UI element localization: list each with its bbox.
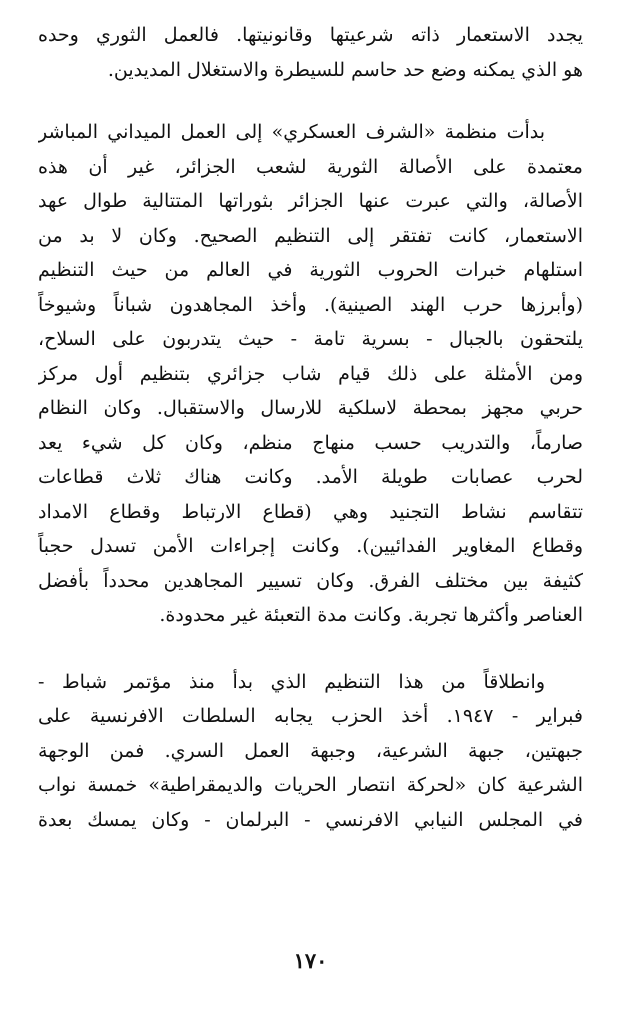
text-line: هو الذي يمكنه وضع حد حاسم للسيطرة والاستغلال المديدين. — [107, 58, 583, 81]
text-line: الأصالة، والتي عبرت عنها الجزائر بثوراتها المتتالية طوال عهد — [38, 190, 583, 212]
text-line: يجدد الاستعمار ذاته شرعيتها وقانونيتها. فالعمل الثوري وحده — [38, 24, 583, 46]
text-line: تتقاسم نشاط التجنيد وهي (قطاع الارتباط وقطاع الامداد — [38, 500, 583, 523]
text-line: جبهتين، جبهة الشرعية، وجبهة العمل السري. فمن الوجهة — [38, 739, 583, 762]
paragraph-1 — [38, 18, 583, 87]
text-line: كثيفة بين مختلف الفرق. وكان تسيير المجاهدين محدداً بأفضل — [38, 569, 583, 592]
paragraph-2 — [38, 115, 583, 633]
text-line: لحرب عصابات طويلة الأمد. وكانت هناك ثلاث قطاعات — [38, 466, 583, 488]
text-line: استلهام خبرات الحروب الثورية في العالم من حيث التنظيم — [38, 259, 583, 281]
text-line: في المجلس النيابي الافرنسي - البرلمان - وكان يمسك بعدة — [38, 808, 583, 831]
paragraph-3 — [38, 665, 583, 838]
text-line: معتمدة على الأصالة الثورية لشعب الجزائر، غير أن هذه — [38, 155, 583, 178]
text-line: ومن الأمثلة على ذلك قيام شاب جزائري بتنظيم أول مركز — [38, 362, 583, 385]
text-line: الاستعمار، كانت تفتقر إلى التنظيم الصحيح. وكان لا بد من — [38, 224, 583, 247]
text-line: (وأبرزها حرب الهند الصينية). وأخذ المجاهدون شباناً وشيوخاً — [38, 293, 583, 316]
page-number: ١٧٠ — [293, 948, 328, 973]
text-line: وقطاع المغاوير الفدائيين). وكانت إجراءات الأمن تسدل حجباً — [38, 535, 583, 557]
text-line: صارماً، والتدريب حسب منهاج منظم، وكان كل شيء يعد — [38, 431, 583, 454]
text-line: وانطلاقاً من هذا التنظيم الذي بدأ منذ مؤتمر شباط - — [38, 670, 545, 693]
text-line: العناصر وأكثرها تجربة. وكانت مدة التعبئة غير محدودة. — [159, 604, 583, 626]
text-line: الشرعية كان «لحركة انتصار الحريات والديمقراطية» خمسة نواب — [38, 774, 583, 796]
text-line: بدأت منظمة «الشرف العسكري» إلى العمل الميداني المباشر — [38, 121, 546, 143]
text-line: يلتحقون بالجبال - بسرية تامة - حيث يتدربون على السلاح، — [38, 328, 583, 350]
text-line: فبراير - ١٩٤٧. أخذ الحزب يجابه السلطات الافرنسية على — [38, 705, 583, 727]
text-line: حربي مجهز بمحطة لاسلكية للارسال والاستقبال. وكان النظام — [38, 397, 583, 419]
